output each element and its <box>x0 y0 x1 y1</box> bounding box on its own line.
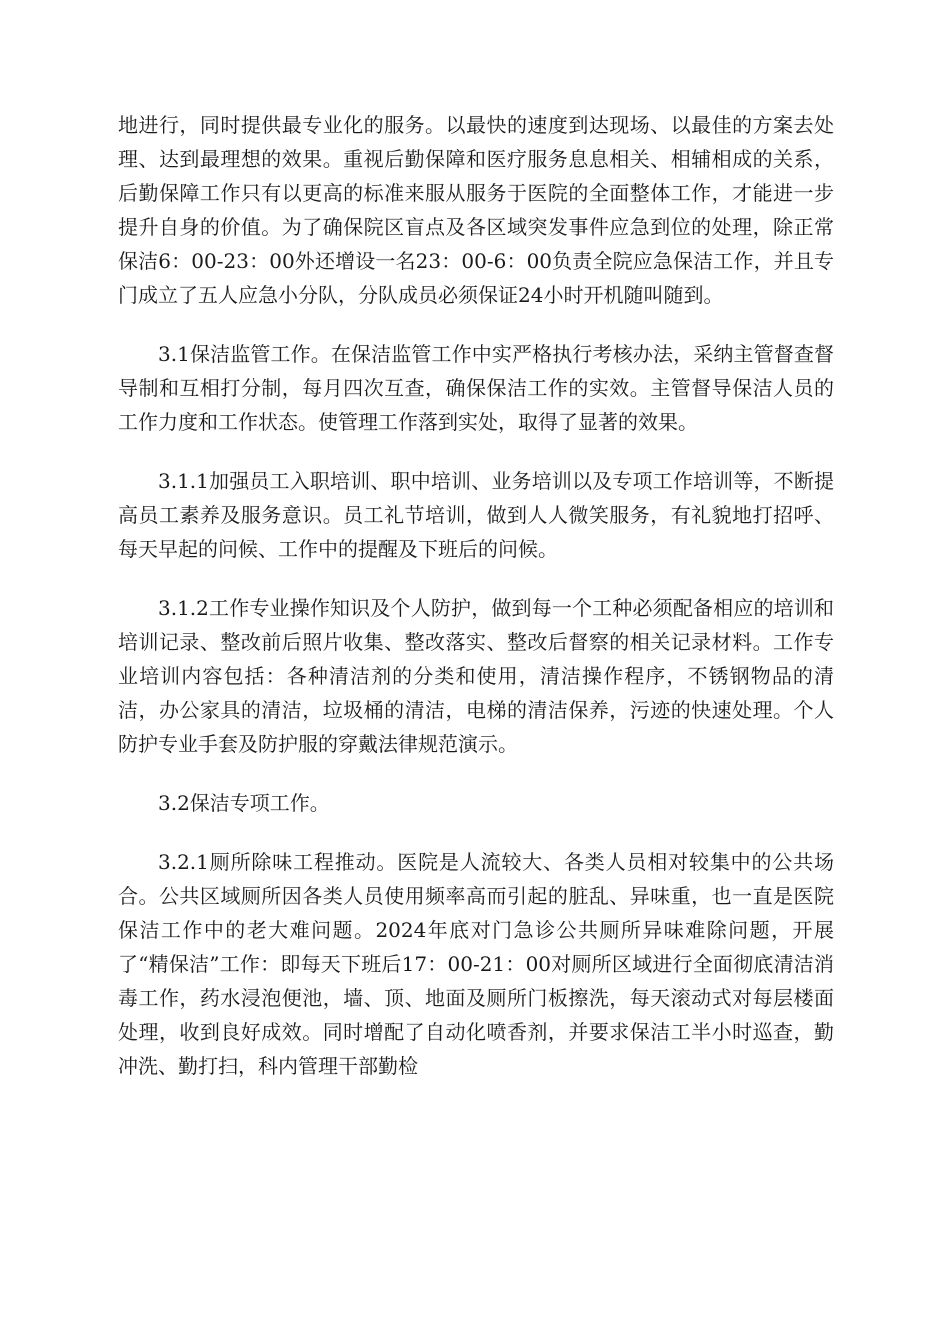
paragraph-section-3-1: 3.1保洁监管工作。在保洁监管工作中实严格执行考核办法，采纳主管督查督导制和互相打分制，每月四次互查，确保保洁工作的实效。主管督导保洁人员的工作力度和工作状态。使管理工作落到实处，取得了显著的效果。 <box>118 342 834 434</box>
paragraph-continuation: 地进行，同时提供最专业化的服务。以最快的速度到达现场、以最佳的方案去处理、达到最理想的效果。重视后勤保障和医疗服务息息相关、相辅相成的关系，后勤保障工作只有以更高的标准来服从服务于医院的全面整体工作，才能进一步提升自身的价值。为了确保院区盲点及各区域突发事件应急到位的处理，除正常保洁6：00-23：00外还增设一名23：00-6：00负责全院应急保洁工作，并且专门成立了五人应急小分队，分队成员必须保证24小时开机随叫随到。 <box>118 113 834 307</box>
paragraph-section-3-1-1: 3.1.1加强员工入职培训、职中培训、业务培训以及专项工作培训等，不断提高员工素养及服务意识。员工礼节培训，做到人人微笑服务，有礼貌地打招呼、每天早起的问候、工作中的提醒及下班后的问候。 <box>118 469 834 561</box>
document-body <box>118 108 834 1108</box>
paragraph-section-3-1-2: 3.1.2工作专业操作知识及个人防护，做到每一个工种必须配备相应的培训和培训记录、整改前后照片收集、整改落实、整改后督察的相关记录材料。工作专业培训内容包括：各种清洁剂的分类和使用，清洁操作程序，不锈钢物品的清洁，办公家具的清洁，垃圾桶的清洁，电梯的清洁保养，污迹的快速处理。个人防护专业手套及防护服的穿戴法律规范演示。 <box>118 596 834 756</box>
paragraph-section-3-2: 3.2保洁专项工作。 <box>158 791 330 815</box>
paragraph-section-3-2-1: 3.2.1厕所除味工程推动。医院是人流较大、各类人员相对较集中的公共场合。公共区域厕所因各类人员使用频率高而引起的脏乱、异味重，也一直是医院保洁工作中的老大难问题。2024年底对门急诊公共厕所异味难除问题，开展了“精保洁”工作：即每天下班后17：00-21：00对厕所区域进行全面彻底清洁消毒工作，药水浸泡便池，墙、顶、地面及厕所门板擦洗，每天滚动式对每层楼面处理，收到良好成效。同时增配了自动化喷香剂，并要求保洁工半小时巡查，勤冲洗、勤打扫，科内管理干部勤检 <box>118 850 834 1078</box>
